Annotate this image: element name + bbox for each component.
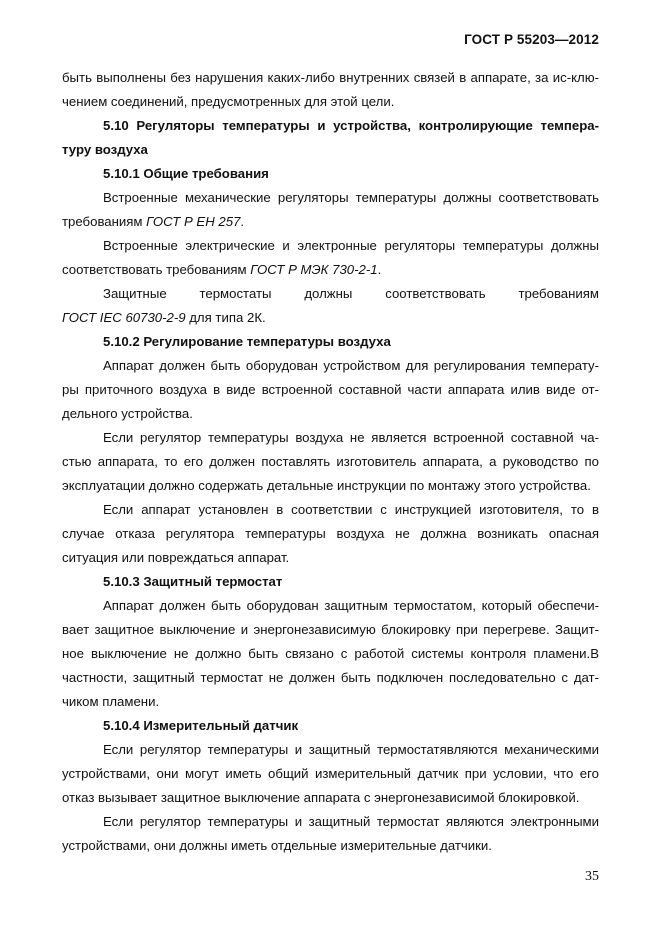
paragraph-electronic-sensors: Если регулятор температуры и защитный термостат являются электронными устройствами, они должны иметь отдельные измерительные датчики. bbox=[62, 814, 599, 853]
paragraph-text: Встроенные механические регуляторы температуры должны соответствовать требованиям bbox=[62, 190, 599, 229]
standard-reference: ГОСТ Р МЭК 730-2-1 bbox=[250, 262, 378, 277]
paragraph-regulator-failure: Если аппарат установлен в соответствии с инструкцией изготовителя, то в случае отказа регулятора температуры воздуха не должна возникать опасная ситуация или повреждаться аппарат. bbox=[62, 502, 599, 565]
paragraph-text: . bbox=[240, 214, 245, 229]
paragraph-text: Защитные термостаты должны соответствовать требованиям bbox=[103, 286, 599, 301]
paragraph-protective-thermostats-cont bbox=[62, 306, 599, 330]
standard-reference: ГОСТ IEC 60730-2-9 bbox=[62, 310, 186, 325]
paragraph-electronic-regulators bbox=[62, 234, 599, 282]
paragraph-continuation: быть выполнены без нарушения каких-либо внутренних связей в аппарате, за ис-ключением соединений, предусмотренных для этой цели. bbox=[62, 70, 599, 109]
section-heading-5-10: 5.10 Регуляторы температуры и устройства, контролирующие темпера-туру воздуха bbox=[62, 118, 599, 157]
document-body bbox=[62, 66, 599, 858]
page-number: 35 bbox=[585, 869, 599, 884]
paragraph-text: . bbox=[377, 262, 382, 277]
section-heading-5-10-4: 5.10.4 Измерительный датчик bbox=[103, 718, 299, 733]
paragraph-mechanical-regulators bbox=[62, 186, 599, 234]
section-heading-5-10-1: 5.10.1 Общие требования bbox=[103, 166, 269, 181]
section-heading-5-10-3: 5.10.3 Защитный термостат bbox=[103, 574, 283, 589]
standard-reference: ГОСТ Р ЕН 257 bbox=[146, 214, 241, 229]
paragraph-mechanical-sensor: Если регулятор температуры и защитный термостатявляются механическими устройствами, они могут иметь общий измерительный датчик при условии, что его отказ вызывает защитное выключение аппарата с энергонезависимой блокировкой. bbox=[62, 742, 599, 805]
paragraph-text: Встроенные электрические и электронные регуляторы температуры должны соответствовать требованиям bbox=[62, 238, 599, 277]
standard-header: ГОСТ Р 55203—2012 bbox=[464, 32, 599, 47]
paragraph-protective-thermostats bbox=[62, 282, 599, 306]
paragraph-text: для типа 2К. bbox=[185, 310, 266, 325]
paragraph-external-regulator: Если регулятор температуры воздуха не является встроенной составной ча-стью аппарата, то его должен поставлять изготовитель аппарата, а руководство по эксплуатации должно содержать детальные инструкции по монтажу этого устройства. bbox=[62, 430, 599, 493]
paragraph-air-temp-device: Аппарат должен быть оборудован устройством для регулирования температу-ры приточного воздуха в виде встроенной составной части аппарата илив виде от-дельного устройства. bbox=[62, 358, 599, 421]
paragraph-protective-thermostat: Аппарат должен быть оборудован защитным термостатом, который обеспечи-вает защитное выключение и энергонезависимую блокировку при перегреве. Защит-ное выключение не должно быть связано с работой системы контроля пламени.В частности, защитный термостат не должен быть подключен последовательно с дат-чиком пламени. bbox=[62, 598, 599, 709]
section-heading-5-10-2: 5.10.2 Регулирование температуры воздуха bbox=[103, 334, 391, 349]
